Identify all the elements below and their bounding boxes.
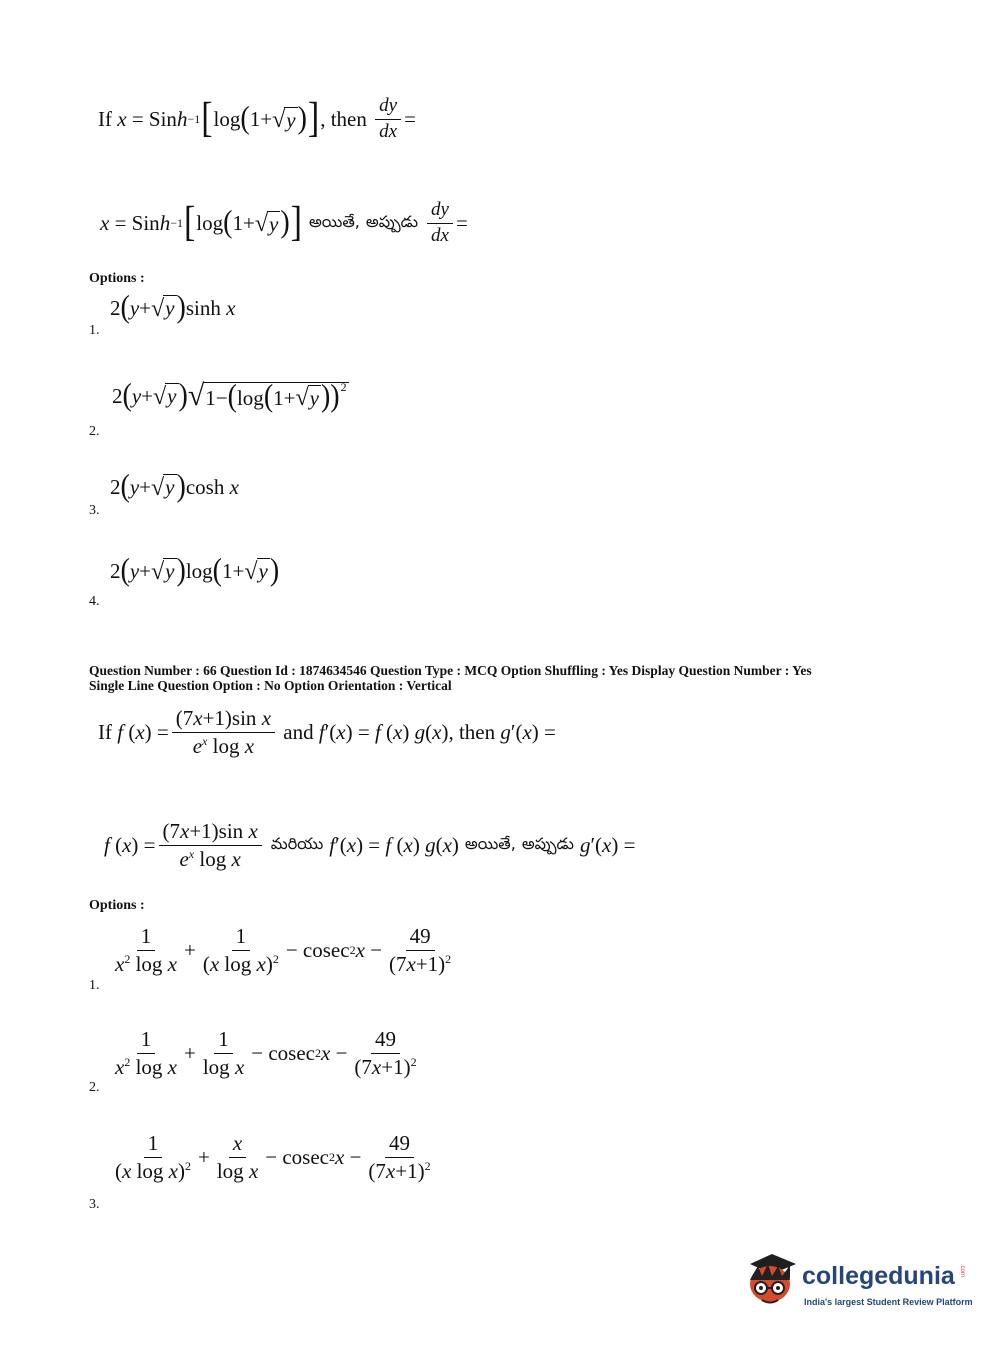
q66-question-english: If f ( x ) = $\frac{\text{(7x+1)sin x}}{e^x \log x}$ and f ′( x ) = f ( x ) g ( x ) , then g ′( x ) = [98,706,556,759]
logo-tagline: India's largest Student Review Platform [804,1297,973,1307]
q65-option-3-number: 3. [89,503,100,518]
q65-option-2[interactable]: 2 ( y + √ y ) √ 1−(log(1+ √ y ))$^2$ [112,377,347,415]
q65-then-text: , then [320,106,367,131]
q66-option-3-number: 3. [89,1197,100,1212]
q65-options-label: Options : [89,271,145,286]
logo-wordmark: collegedunia [802,1262,955,1290]
q66-then-text: , then [448,720,496,745]
q66-option-2[interactable]: $\frac{1}{x^2 \log x}$ + $\frac{1}{\text{log x}}$ − cosec 2 x − $\frac{49}{(7x+1)^2}$ [115,1027,417,1080]
q65-option-1[interactable]: 2 ( y + √ y ) sinh x [110,289,236,326]
q66-options-label: Options : [89,898,145,913]
mascot-icon [742,1250,802,1312]
q65-telugu-then: అప్పుడు [365,211,418,231]
q65-if-text: If [98,106,112,131]
q66-telugu-then: అప్పుడు [521,834,574,854]
q66-telugu-if: అయితే, [464,834,516,854]
q65-question-telugu: x = Sin h −1 [ log ( 1+ √ y ) ] అయితే, అప్పుడు $\frac{dy}{dx}$ = [100,199,468,246]
q66-option-1[interactable]: $\frac{1}{x^2 \log x}$ + $\frac{1}{(x \log x)^2}$ − cosec 2 x − $\frac{49}{(7x+1)^2}$ [115,924,452,977]
q65-option-2-number: 2. [89,424,100,439]
q66-question-telugu: f ( x ) = $\frac{\text{(7x+1)sin x}}{e^x \log x}$ మరియు f ′( x ) = f ( x ) g ( x ) అయితే, అప్పుడు g ′( x ) = [104,819,636,872]
q66-if-text: If [98,720,112,745]
q66-option-3[interactable]: $\frac{1}{(x \log x)^2}$ + $\frac{x}{\text{log x}}$ − cosec 2 x − $\frac{49}{(7x+1)^2}$ [115,1131,431,1184]
q66-option-2-number: 2. [89,1080,100,1095]
q65-option-1-number: 1. [89,323,100,338]
q65-question-english: If x = Sin h −1 [ log ( 1+ √ y ) ] , then $\frac{dy}{dx}$ = [98,95,416,142]
q66-meta-line-2: Single Line Question Option : No Option Orientation : Vertical [89,678,452,693]
q65-option-4-number: 4. [89,594,100,609]
logo-com: .com [959,1264,965,1278]
q66-meta-line-1: Question Number : 66 Question Id : 1874634546 Question Type : MCQ Option Shuffling : Yes Display Question Number : Yes [89,663,812,678]
q66-telugu-and: మరియు [270,834,324,854]
q65-option-4[interactable]: 2 ( y + √ y ) log ( 1+ √ y ) [110,552,280,589]
collegedunia-logo [742,1250,972,1320]
q65-telugu-if: అయితే, [308,211,360,231]
q66-option-1-number: 1. [89,978,100,993]
q66-and-text: and [283,720,314,745]
q65-option-3[interactable]: 2 ( y + √ y ) cosh x [110,468,239,505]
